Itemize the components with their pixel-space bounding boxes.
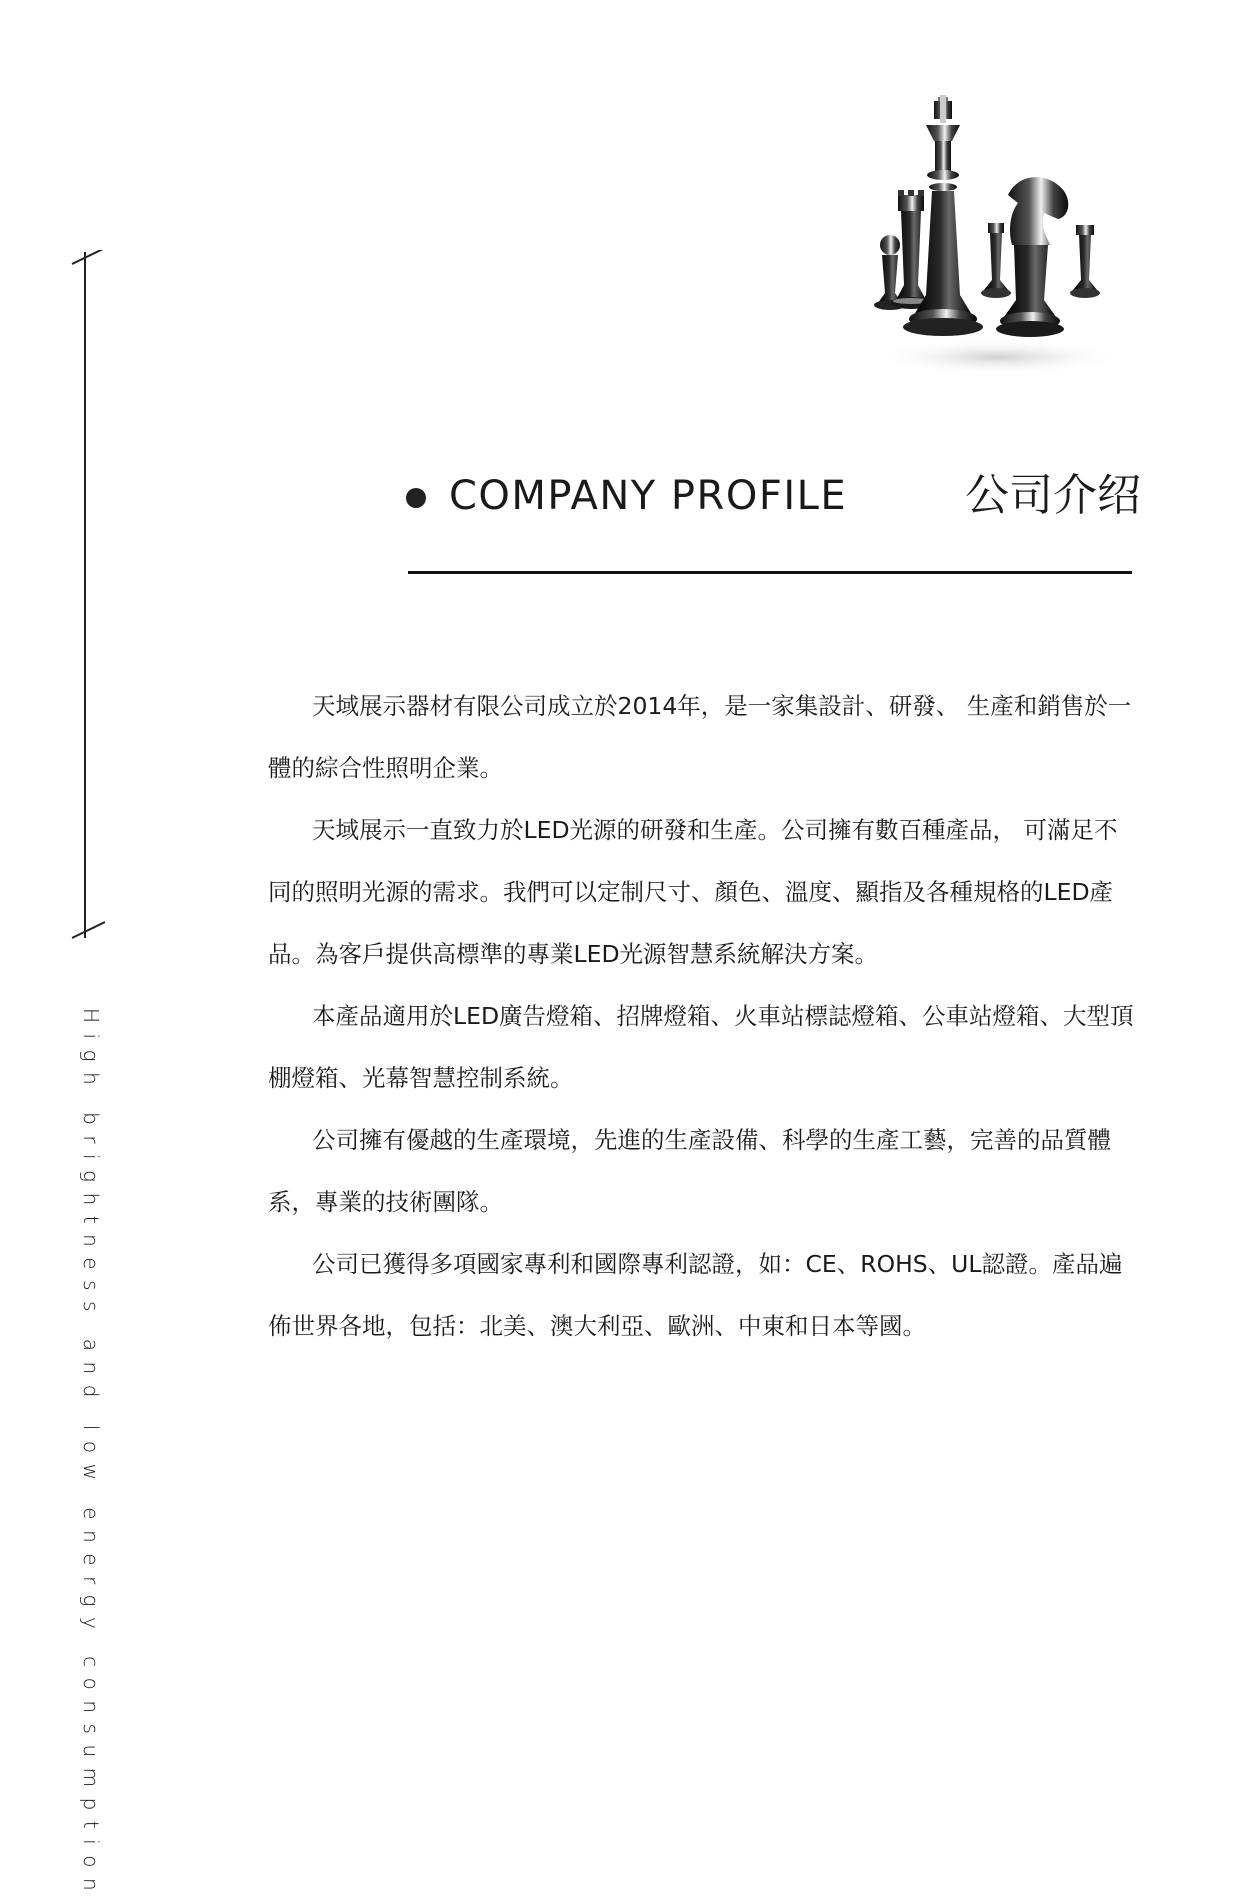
company-profile-body [268, 675, 1168, 1357]
paragraph-certifications [268, 1233, 1168, 1357]
side-slogan: High brightness and low energy consumption [79, 1008, 103, 1901]
pawn-middle-icon [981, 223, 1011, 298]
paragraph-line: 本產品適用於LED廣告燈箱、招牌燈箱、火車站標誌燈箱、公車站燈箱、大型頂 [312, 1002, 1134, 1030]
chess-pieces-image [868, 95, 1128, 380]
paragraph-line: 公司已獲得多項國家專利和國際專利認證，如：CE、ROHS、UL認證。產品遍 [312, 1250, 1123, 1278]
paragraph-founding [268, 675, 1168, 799]
paragraph-line: 系，專業的技術團隊。 [268, 1188, 503, 1216]
heading-divider [408, 571, 1132, 574]
paragraph-applications [268, 985, 1168, 1109]
rook-right-icon [1070, 225, 1100, 298]
side-bracket-line [70, 250, 120, 940]
paragraph-line: 佈世界各地，包括：北美、澳大利亞、歐洲、中東和日本等國。 [268, 1312, 926, 1340]
knight-icon [996, 177, 1068, 337]
paragraph-rnd [268, 799, 1168, 985]
paragraph-line: 棚燈箱、光幕智慧控制系統。 [268, 1064, 574, 1092]
heading-bullet [406, 488, 426, 508]
heading-chinese: 公司介绍 [965, 470, 1141, 521]
paragraph-line: 品。為客戶提供高標準的專業LED光源智慧系統解決方案。 [268, 940, 879, 968]
paragraph-line: 天域展示器材有限公司成立於2014年，是一家集設計、研發、 生產和銷售於一 [312, 692, 1132, 720]
paragraph-line: 同的照明光源的需求。我們可以定制尺寸、顏色、溫度、顯指及各種規格的LED產 [268, 878, 1114, 906]
heading-english: COMPANY PROFILE [449, 473, 848, 519]
paragraph-line: 天域展示一直致力於LED光源的研發和生產。公司擁有數百種產品， 可滿足不 [312, 816, 1118, 844]
paragraph-line: 體的綜合性照明企業。 [268, 754, 503, 782]
paragraph-production [268, 1109, 1168, 1233]
paragraph-line: 公司擁有優越的生產環境，先進的生產設備、科學的生產工藝，完善的品質體 [312, 1126, 1111, 1154]
